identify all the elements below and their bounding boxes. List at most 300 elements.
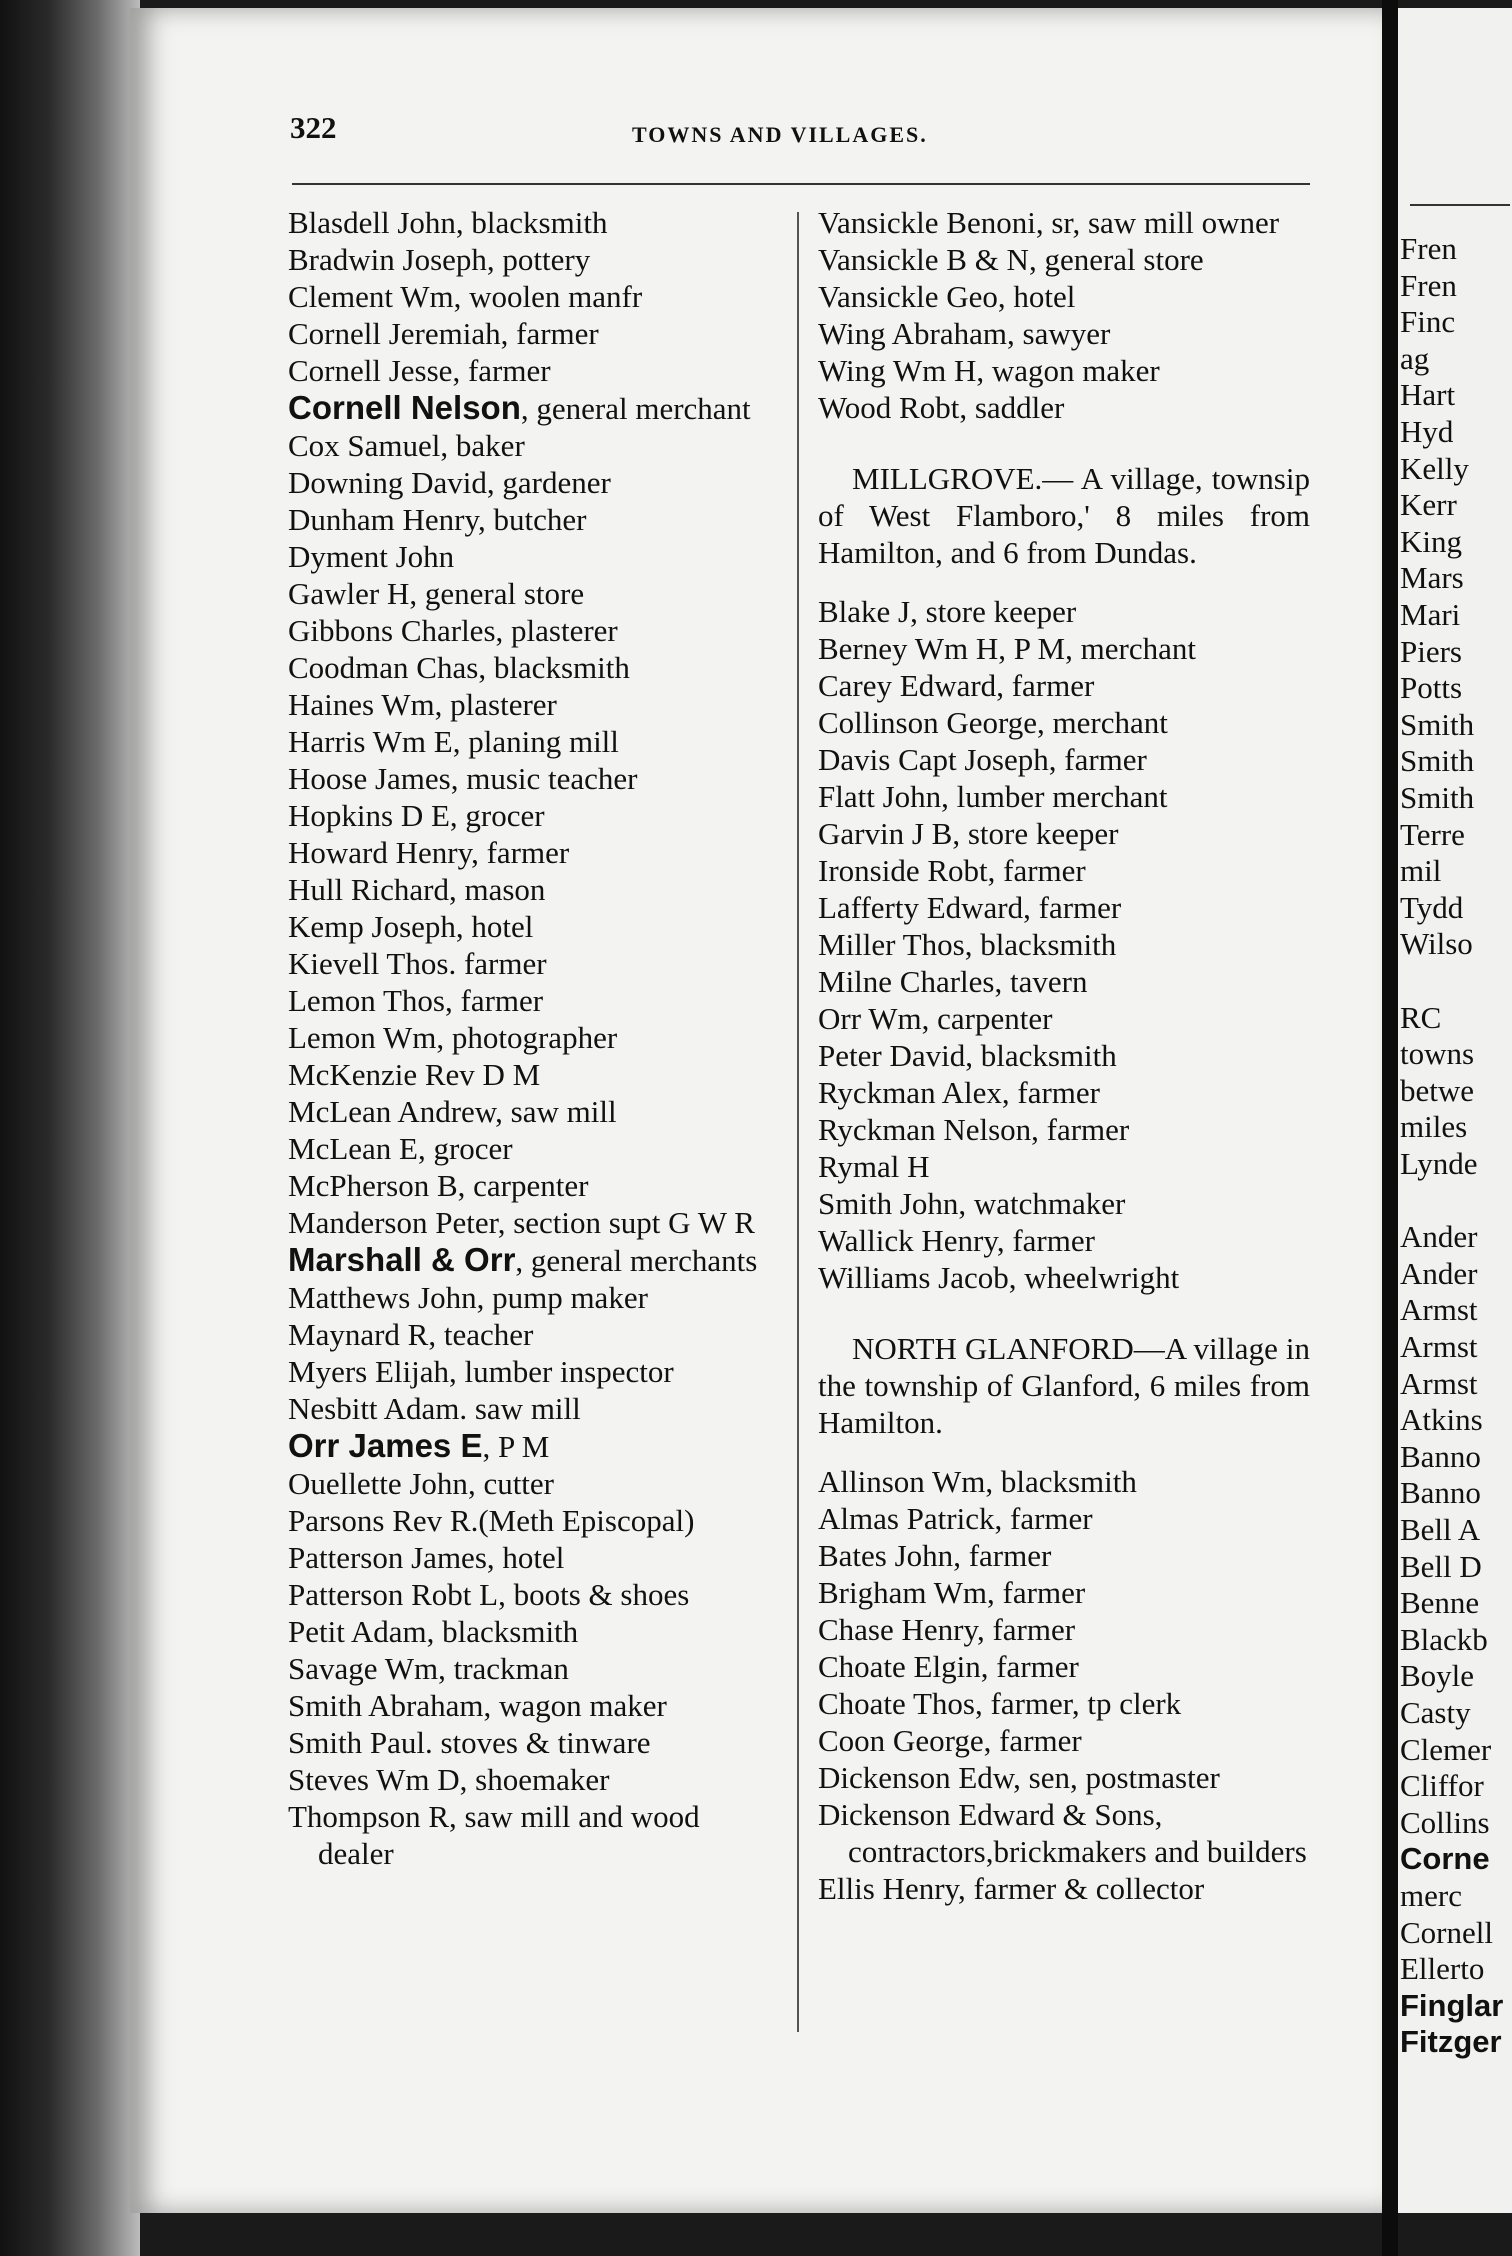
facing-page-text: towns [1400, 1036, 1475, 1072]
directory-entry [818, 389, 1310, 426]
directory-entry [288, 612, 778, 649]
entry-occupation: , lumber merchant [941, 779, 1168, 814]
directory-entry [288, 1539, 778, 1576]
entry-name: McLean E [288, 1131, 418, 1166]
entry-name: Thompson R [288, 1799, 450, 1834]
entry-occupation: , blacksmith [985, 1464, 1137, 1499]
directory-entry [288, 1279, 778, 1316]
entry-name: Smith Paul [288, 1725, 425, 1760]
entry-name: Cornell Nelson [288, 389, 521, 426]
entry-name: Davis Capt Joseph [818, 742, 1049, 777]
directory-entry [818, 630, 1310, 667]
entry-name: Dickenson Edw [818, 1760, 1014, 1795]
directory-entry [288, 575, 778, 612]
directory-entry [288, 1502, 778, 1539]
entry-occupation: , general store [1028, 242, 1204, 277]
entry-occupation: , farmer [983, 1723, 1082, 1758]
entry-name: Wing Abraham [818, 316, 1008, 351]
entry-name: Ellis Henry [818, 1871, 959, 1906]
entry-name: Maynard R [288, 1317, 429, 1352]
facing-page-text: merc [1400, 1878, 1462, 1913]
entry-occupation: , saw mill [495, 1094, 617, 1129]
entry-occupation: , watchmaker [958, 1186, 1126, 1221]
entry-name: Berney Wm H [818, 631, 999, 666]
entry-occupation: , farmer [996, 1223, 1095, 1258]
directory-entry [818, 889, 1310, 926]
entry-name: Ouellette John [288, 1466, 468, 1501]
directory-entry [288, 315, 778, 352]
entry-name: Blasdell John [288, 205, 456, 240]
entry-name: Allinson Wm [818, 1464, 986, 1499]
facing-page-text: betwe [1400, 1072, 1475, 1108]
facing-page-text: Piers [1400, 633, 1462, 669]
facing-page-text: Cornell [1400, 1914, 1493, 1950]
directory-entry [818, 1796, 1310, 1870]
directory-entry [288, 982, 778, 1019]
entry-name: Myers Elijah [288, 1354, 449, 1389]
entry-occupation: , wagon maker [976, 353, 1160, 388]
entry-occupation: , mason [449, 872, 546, 907]
facing-page-text: Finglar [1400, 1987, 1504, 2023]
directory-entry [818, 852, 1310, 889]
entry-occupation: , merchant [1037, 705, 1168, 740]
directory-entry [288, 834, 778, 871]
right-column [818, 204, 1310, 1907]
entry-occupation: , grocer [417, 1131, 513, 1166]
facing-page-text: King [1400, 523, 1462, 559]
entry-name: Dunham Henry [288, 502, 478, 537]
entry-occupation: , farmer [1031, 1112, 1130, 1147]
millgrove-entries [818, 593, 1310, 1296]
entry-occupation: , trackman [438, 1651, 569, 1686]
facing-page-text: Atkins [1400, 1402, 1483, 1438]
entry-name: Savage Wm [288, 1651, 439, 1686]
directory-entry [818, 1111, 1310, 1148]
directory-entry [288, 538, 778, 575]
directory-entry [818, 1759, 1310, 1796]
entry-occupation: , lumber inspector [449, 1354, 674, 1389]
entry-occupation: , farmer [500, 316, 599, 351]
entry-occupation: , hotel [997, 279, 1076, 314]
entry-name: Choate Thos [818, 1686, 975, 1721]
facing-page-text: Bell A [1400, 1512, 1481, 1547]
directory-entry [288, 1650, 778, 1687]
entry-name: Lemon Wm [288, 1020, 437, 1055]
directory-entry [288, 871, 778, 908]
facing-page-text: Ander [1400, 1255, 1478, 1291]
entry-name: Bates John [818, 1538, 954, 1573]
entry-name: Cox Samuel [288, 428, 441, 463]
entry-name: Smith Abraham [288, 1688, 484, 1723]
page-gutter [1382, 0, 1398, 2256]
directory-entry [288, 1613, 778, 1650]
directory-entry [288, 649, 778, 686]
facing-page-text: Clemer [1400, 1731, 1492, 1767]
entry-occupation: , grocer [449, 798, 545, 833]
directory-entry [288, 1724, 778, 1761]
directory-entry [288, 1093, 778, 1130]
entry-name: Brigham Wm [818, 1575, 988, 1610]
directory-entry [818, 278, 1310, 315]
directory-entry [288, 760, 778, 797]
entry-occupation: , tavern [994, 964, 1088, 999]
entry-occupation: . farmer [448, 946, 547, 981]
book-binding [0, 0, 140, 2256]
facing-page-text: Banno [1400, 1438, 1481, 1474]
directory-entry [288, 278, 778, 315]
entry-name: Dickenson Edward & Sons [818, 1797, 1155, 1832]
entry-name: Gawler H [288, 576, 410, 611]
facing-page-text: Smith [1400, 743, 1475, 779]
directory-entry [288, 464, 778, 501]
entry-occupation: , wheelwright [1008, 1260, 1180, 1295]
directory-entry [818, 963, 1310, 1000]
entry-name: Vansickle Geo [818, 279, 998, 314]
entry-occupation: , cutter [467, 1466, 555, 1501]
entry-name: Harris Wm E [288, 724, 453, 759]
facing-page-text: Collins [1400, 1804, 1490, 1840]
entry-occupation: . saw mill [459, 1391, 581, 1426]
entry-name: Hopkins D E [288, 798, 450, 833]
header-rule [292, 183, 1310, 185]
facing-page-text: Ellerto [1400, 1951, 1485, 1987]
entry-name: Gibbons Charles [288, 613, 496, 648]
directory-entry [818, 1074, 1310, 1111]
entry-name: Miller Thos [818, 927, 965, 962]
entry-occupation: , hotel [455, 909, 534, 944]
entry-name: Smith John [818, 1186, 959, 1221]
entry-name: Marshall & Orr [288, 1241, 516, 1278]
facing-page-text: RC [1400, 999, 1442, 1035]
directory-entry [288, 1241, 778, 1279]
entry-occupation: , farmer [996, 668, 1095, 703]
entry-name: Ironside Robt [818, 853, 988, 888]
directory-entry [818, 1870, 1310, 1907]
facing-page-text: Benne [1400, 1585, 1480, 1621]
facing-page-text: Fren [1400, 267, 1457, 303]
entry-name: Bradwin Joseph [288, 242, 487, 277]
facing-page-text: Hart [1400, 377, 1456, 413]
entry-name: Hoose James [288, 761, 451, 796]
entry-occupation: , farmer [1001, 1075, 1100, 1110]
directory-entry [818, 1148, 1310, 1185]
entry-name: Kievell Thos [288, 946, 449, 981]
directory-entry [818, 815, 1310, 852]
facing-page-text: Kerr [1400, 487, 1457, 523]
entry-occupation: , gardener [486, 465, 611, 500]
facing-page-text: Armst [1400, 1329, 1478, 1364]
entry-occupation: , plasterer [434, 687, 557, 722]
entry-name: Almas Patrick [818, 1501, 995, 1536]
entry-name: Blake J [818, 594, 911, 629]
entry-name: Choate Elgin [818, 1649, 981, 1684]
facing-page-text: Armst [1400, 1292, 1478, 1328]
directory-entry [818, 241, 1310, 278]
facing-page-text: Smith [1400, 706, 1475, 742]
directory-entry [818, 1259, 1310, 1296]
entry-occupation: , farmer [980, 1649, 1079, 1684]
entry-occupation: , farmer & collector [958, 1871, 1205, 1906]
entry-occupation: , carpenter [921, 1001, 1053, 1036]
entry-name: Carey Edward [818, 668, 997, 703]
facing-page-text: Tydd [1400, 889, 1464, 925]
entry-occupation: , sr, saw mill owner [1035, 205, 1280, 240]
facing-page-text: Corne [1400, 1841, 1490, 1877]
entry-name: Wallick Henry [818, 1223, 997, 1258]
entry-occupation: , pump maker [476, 1280, 648, 1315]
facing-page-text: Boyle [1400, 1658, 1475, 1694]
directory-entry [818, 1574, 1310, 1611]
directory-entry [288, 1130, 778, 1167]
directory-entry [288, 1353, 778, 1390]
entry-name: Coodman Chas [288, 650, 479, 685]
millgrove-heading: MILLGROVE.— A village, townsip of West Flamboro,' 8 miles from Hamilton, and 6 from Dundas. [818, 461, 1310, 570]
entry-occupation: , woolen manfr [453, 279, 643, 314]
entry-name: Patterson James [288, 1540, 487, 1575]
entry-name: Garvin J B [818, 816, 953, 851]
directory-entry [288, 1056, 778, 1093]
directory-entry [288, 501, 778, 538]
entry-occupation: , music teacher [450, 761, 638, 796]
facing-page-text: Fitzger [1400, 2024, 1502, 2060]
entry-name: Milne Charles [818, 964, 995, 999]
entry-occupation: , farmer [445, 983, 544, 1018]
directory-entry [818, 1222, 1310, 1259]
entry-name: Nesbitt Adam [288, 1391, 460, 1426]
directory-entry [818, 778, 1310, 815]
entry-occupation: , boots & shoes [498, 1577, 690, 1612]
facing-page-text: Casty [1400, 1695, 1471, 1730]
directory-entry [818, 1500, 1310, 1537]
facing-page-text: Hyd [1400, 414, 1454, 449]
column-divider [797, 212, 799, 2032]
entry-name: Haines Wm [288, 687, 435, 722]
entry-occupation: , farmer [452, 353, 551, 388]
entry-occupation: , store keeper [910, 594, 1077, 629]
entry-name: Clement Wm [288, 279, 454, 314]
entry-occupation: , shoemaker [459, 1762, 610, 1797]
entry-name: Orr James E [288, 1427, 483, 1464]
facing-page-text: Finc [1400, 304, 1456, 340]
facing-page-fragment [1398, 8, 1512, 2213]
entry-occupation: , general merchants [515, 1243, 758, 1278]
directory-entry [288, 723, 778, 760]
entry-occupation: , blacksmith [455, 205, 608, 240]
entry-name: Coon George [818, 1723, 984, 1758]
entry-occupation: , saddler [959, 390, 1065, 425]
facing-page-text: Potts [1400, 670, 1463, 706]
directory-entry [288, 1316, 778, 1353]
facing-page-text: Ander [1400, 1219, 1478, 1255]
directory-entry [288, 352, 778, 389]
entry-occupation: , blacksmith [426, 1614, 579, 1649]
entry-occupation: , photographer [436, 1020, 618, 1055]
entry-occupation: , general merchant [520, 391, 751, 426]
facing-page-text: Mars [1400, 560, 1464, 596]
directory-entry [818, 315, 1310, 352]
entry-occupation: , farmer [976, 1612, 1076, 1647]
directory-entry [288, 1576, 778, 1613]
glanford-entries [818, 1463, 1310, 1907]
entry-occupation: , saw mill and wood dealer [318, 1799, 700, 1871]
entry-occupation: , butcher [477, 502, 587, 537]
directory-entry [288, 1427, 778, 1465]
entry-name: Cornell Jeremiah [288, 316, 501, 351]
facing-page-text: Wilso [1400, 926, 1473, 962]
directory-entry [818, 1037, 1310, 1074]
running-head: TOWNS AND VILLAGES. [632, 122, 928, 147]
directory-entry [288, 945, 778, 982]
facing-page-text: Smith [1400, 780, 1475, 815]
entry-occupation: , sawyer [1007, 316, 1111, 351]
entry-occupation: , farmer [471, 835, 570, 870]
entry-occupation: , baker [440, 428, 525, 463]
entry-occupation: , blacksmith [964, 927, 1117, 962]
directory-entry [288, 1390, 778, 1427]
directory-entry [818, 1611, 1310, 1648]
directory-entry [818, 204, 1310, 241]
facing-page-text: miles [1400, 1109, 1468, 1145]
glanford-heading: NORTH GLANFORD—A village in the township of Glanford, 6 miles from Hamilton. [818, 1331, 1310, 1440]
directory-entry [818, 741, 1310, 778]
entry-name: Flatt John [818, 779, 942, 814]
facing-page-text: Bell D [1400, 1548, 1482, 1584]
entry-occupation: , teacher [428, 1317, 534, 1352]
entry-name: McKenzie Rev D M [288, 1057, 541, 1092]
entry-occupation: , pottery [486, 242, 591, 277]
entry-occupation: , P M, merchant [998, 631, 1196, 666]
entry-name: Kemp Joseph [288, 909, 456, 944]
directory-entry [288, 1761, 778, 1798]
entry-name: Petit Adam [288, 1614, 427, 1649]
entry-occupation: , planing mill [452, 724, 619, 759]
directory-entry [818, 1000, 1310, 1037]
entry-occupation: , farmer [1023, 890, 1122, 925]
left-column [288, 204, 778, 1872]
entry-name: Peter David [818, 1038, 966, 1073]
directory-entry [288, 204, 778, 241]
entry-occupation: , contractors,brickmakers and builders [848, 1797, 1307, 1869]
facing-page-text: Banno [1400, 1475, 1481, 1511]
entry-name: Collinson George [818, 705, 1037, 740]
entry-name: Williams Jacob [818, 1260, 1009, 1295]
directory-entry [288, 797, 778, 834]
directory-entry [818, 1463, 1310, 1500]
directory-entry [288, 389, 778, 427]
entry-name: Wing Wm H [818, 353, 977, 388]
page-number: 322 [290, 110, 337, 145]
entry-occupation: , farmer, tp clerk [975, 1686, 1182, 1721]
directory-entry [288, 1687, 778, 1724]
entry-occupation: , store keeper [952, 816, 1119, 851]
entry-occupation: , blacksmith [478, 650, 630, 685]
entry-occupation: , farmer [987, 853, 1086, 888]
entry-occupation: , sen, postmaster [1013, 1760, 1220, 1795]
entry-name: Steves Wm D [288, 1762, 460, 1797]
entry-name: Vansickle Benoni [818, 205, 1036, 240]
entry-occupation: , carpenter [457, 1168, 589, 1203]
directory-entry [288, 1019, 778, 1056]
facing-page-text: Armst [1400, 1365, 1478, 1401]
directory-entry [818, 1185, 1310, 1222]
entry-name: Ryckman Alex [818, 1075, 1002, 1110]
entry-occupation: , farmer [994, 1501, 1093, 1536]
entry-name: Matthews John [288, 1280, 477, 1315]
entry-name: Vansickle B & N [818, 242, 1029, 277]
entry-occupation: , hotel [486, 1540, 565, 1575]
directory-entry [288, 1204, 778, 1241]
directory-entry [288, 1465, 778, 1502]
entry-name: Howard Henry [288, 835, 472, 870]
directory-entry [288, 908, 778, 945]
entry-name: Downing David [288, 465, 487, 500]
entry-occupation: , wagon maker [483, 1688, 667, 1723]
facing-page-text: mil [1400, 853, 1442, 889]
entry-name: Cornell Jesse [288, 353, 453, 388]
directory-entry [818, 1648, 1310, 1685]
entry-occupation: , plasterer [495, 613, 618, 648]
facing-page-text: Mari [1400, 597, 1461, 632]
entry-name: Dyment John [288, 539, 455, 574]
entry-occupation: , blacksmith [965, 1038, 1117, 1073]
facing-page-text: Blackb [1400, 1621, 1488, 1657]
entry-name: Orr Wm [818, 1001, 922, 1036]
facing-page-text: Cliffor [1400, 1768, 1484, 1804]
entry-name: Lemon Thos [288, 983, 445, 1018]
entry-name: Parsons Rev R. [288, 1503, 479, 1538]
directory-entry [288, 427, 778, 464]
entry-name: McPherson B [288, 1168, 458, 1203]
entry-name: McLean Andrew [288, 1094, 496, 1129]
entry-occupation: , farmer [987, 1575, 1086, 1610]
facing-page-text: Lynde [1400, 1146, 1478, 1181]
vansickle-entries [818, 204, 1310, 426]
entry-name: Ryckman Nelson [818, 1112, 1032, 1147]
entry-occupation: (Meth Episcopal) [478, 1503, 695, 1538]
entry-occupation: , farmer [953, 1538, 1052, 1573]
entry-name: Lafferty Edward [818, 890, 1024, 925]
entry-occupation: , section supt G W R [497, 1205, 755, 1240]
directory-entry [288, 686, 778, 723]
entry-name: Manderson Peter [288, 1205, 498, 1240]
facing-page-text: Kelly [1400, 450, 1469, 486]
directory-entry [818, 704, 1310, 741]
directory-entry [288, 241, 778, 278]
entry-name: Chase Henry [818, 1612, 977, 1647]
entry-name: Hull Richard [288, 872, 449, 907]
entry-occupation: , general store [409, 576, 585, 611]
directory-entry [818, 1722, 1310, 1759]
entry-name: Wood Robt [818, 390, 960, 425]
facing-page-text: ag [1400, 340, 1430, 376]
facing-page-rule [1410, 204, 1510, 206]
entry-name: Patterson Robt L [288, 1577, 499, 1612]
entry-name: Rymal H [818, 1149, 930, 1184]
directory-entry [818, 926, 1310, 963]
facing-page-text: Fren [1400, 231, 1457, 266]
directory-entry [288, 1167, 778, 1204]
entry-occupation: , farmer [1048, 742, 1147, 777]
directory-entry [818, 352, 1310, 389]
directory-entry [818, 667, 1310, 704]
directory-entry [818, 1685, 1310, 1722]
directory-entry [818, 1537, 1310, 1574]
entry-occupation: . stoves & tinware [424, 1725, 651, 1760]
directory-entry [288, 1798, 778, 1872]
directory-entry [818, 593, 1310, 630]
facing-page-text: Terre [1400, 816, 1465, 852]
entry-occupation: , P M [482, 1429, 550, 1464]
